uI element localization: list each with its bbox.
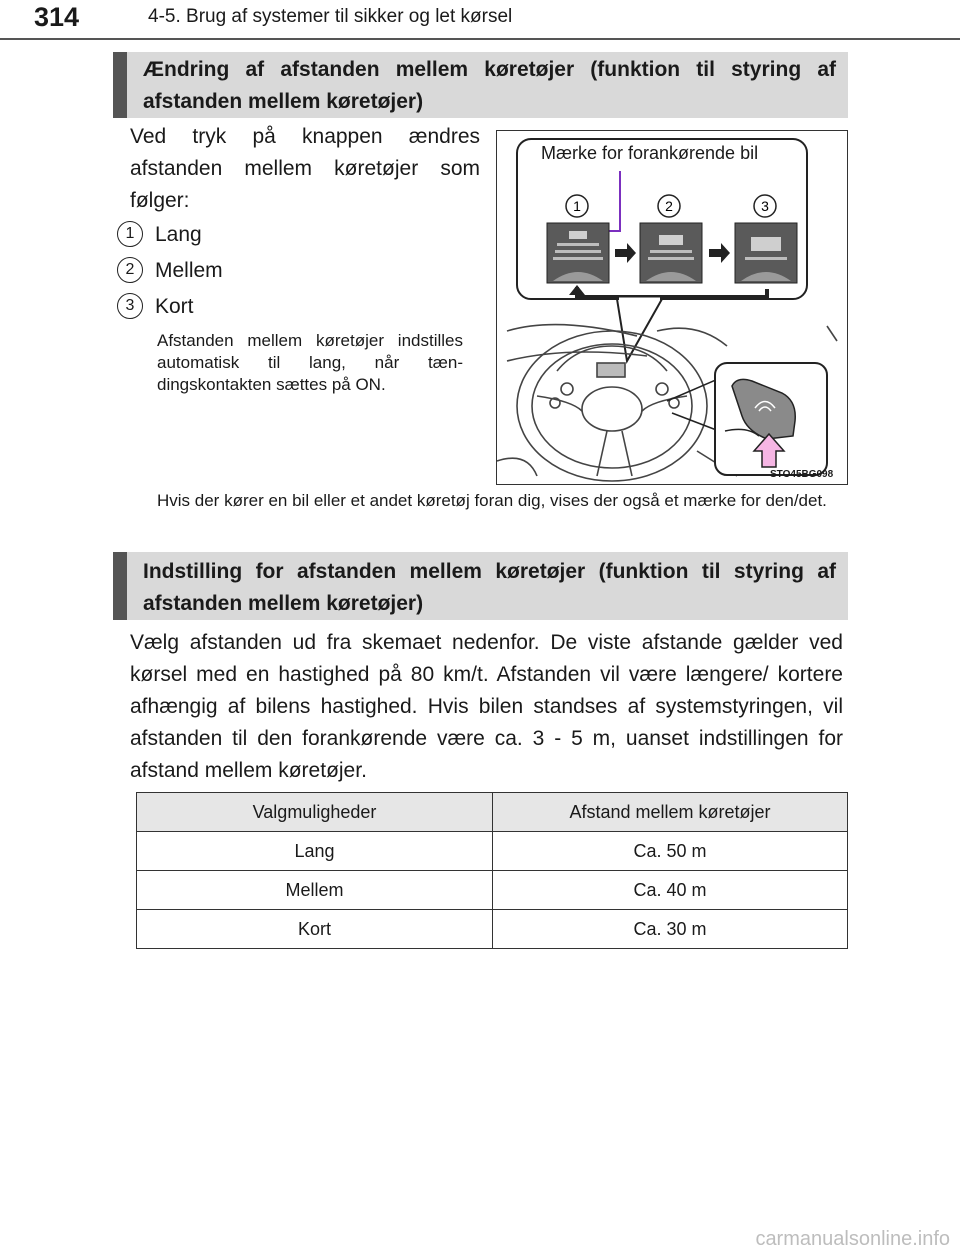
option-medium <box>117 257 223 285</box>
screen-short <box>735 223 797 283</box>
intro-paragraph: Ved tryk på knappen ændres afstanden mellem køretøjer som følger: <box>130 125 480 212</box>
table-cell: Lang <box>137 832 493 871</box>
option-number: 1 <box>117 221 143 247</box>
setting-paragraph: Vælg afstanden ud fra skemaet nedenfor. De viste afstande gælder ved kørsel med en hastighed på 80 km/t. Afstanden vil være længere/ kortere afhængig af bilens hastighed. Hvis bilen standses af systemstyringen, vil afstanden til den forankørende være ca. 3 - 5 m, uanset indstillingen for afstand mellem køretøjer. <box>130 631 843 782</box>
circle-number-2: 2 <box>665 198 673 214</box>
option-number: 3 <box>117 293 143 319</box>
note-auto-reset: Afstanden mellem køretøjer indstilles automatisk til lang, når tændingskontakten sættes på ON. <box>157 331 463 394</box>
figure-code: STO45BG098 <box>770 469 834 480</box>
column-header-options: Valgmuligheder <box>137 793 493 832</box>
watermark: carmanualsonline.info <box>755 1228 950 1250</box>
option-number: 2 <box>117 257 143 283</box>
screen-long <box>547 223 609 283</box>
circle-number-3: 3 <box>761 198 769 214</box>
column-header-distance: Afstand mellem køretøjer <box>493 793 848 832</box>
section-title: Ændring af afstanden mellem køretøjer (funktion til styring af afstanden mellem køretøjer) <box>143 58 836 113</box>
table-row <box>137 910 848 949</box>
table-header-row <box>137 793 848 832</box>
header-divider <box>0 38 960 40</box>
table-row <box>137 871 848 910</box>
option-label: Lang <box>155 223 202 246</box>
option-label: Kort <box>155 295 194 318</box>
table-cell: Mellem <box>137 871 493 910</box>
table-cell: Kort <box>137 910 493 949</box>
page-number: 314 <box>34 2 80 32</box>
section-title: Indstilling for afstanden mellem køretøjer (funktion til styring af afstanden mellem køretøjer) <box>143 560 836 615</box>
callout-label: Mærke for forankørende bil <box>541 143 759 163</box>
number-circle-2 <box>658 195 680 217</box>
option-short <box>117 293 194 321</box>
section-heading-set-distance <box>113 552 848 620</box>
circle-number-1: 1 <box>573 198 581 214</box>
zoom-line <box>672 413 719 431</box>
screen-medium <box>640 223 702 283</box>
note-vehicle-ahead: Hvis der kører en bil eller et andet køretøj foran dig, vises der også et mærke for den/det. <box>157 491 827 510</box>
number-circle-3 <box>754 195 776 217</box>
chapter-title: 4-5. Brug af systemer til sikker og let kørsel <box>148 6 513 27</box>
number-circle-1 <box>566 195 588 217</box>
option-label: Mellem <box>155 259 223 282</box>
section-heading-change-distance <box>113 52 848 118</box>
table-cell: Ca. 40 m <box>493 871 848 910</box>
table-row <box>137 832 848 871</box>
distance-table <box>136 792 848 949</box>
display-pointer <box>617 299 662 361</box>
distance-switch-illustration <box>496 130 848 485</box>
illustration-drawing <box>497 131 848 485</box>
option-long <box>117 221 202 249</box>
table-cell: Ca. 30 m <box>493 910 848 949</box>
table-cell: Ca. 50 m <box>493 832 848 871</box>
